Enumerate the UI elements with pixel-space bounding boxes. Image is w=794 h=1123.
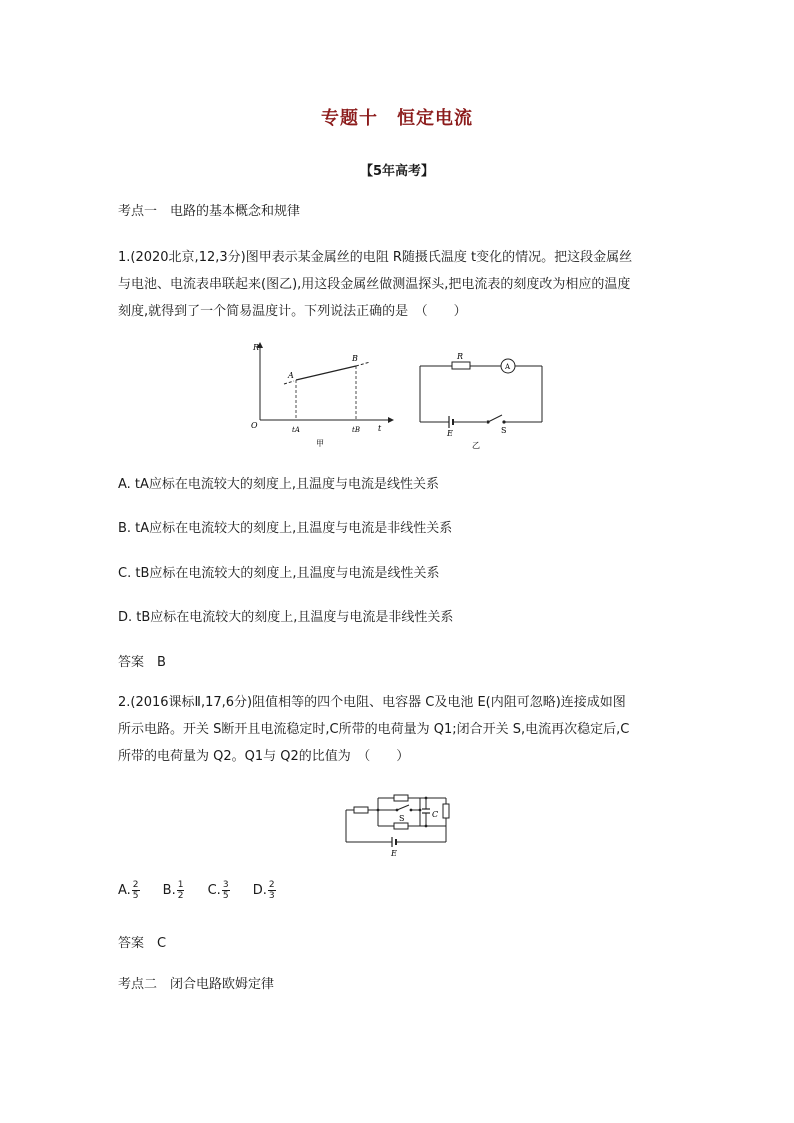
switch-s-icon: [397, 805, 409, 810]
resistor: [354, 807, 368, 813]
r-axis-label: R: [253, 343, 260, 352]
denominator: 5: [132, 891, 139, 901]
option-d[interactable]: [252, 880, 277, 901]
fraction: [268, 880, 276, 901]
point-a-label: A: [288, 371, 294, 380]
option-c[interactable]: [207, 880, 231, 901]
t-axis-arrow-icon: [388, 417, 394, 423]
question-2-text: [118, 689, 680, 770]
question-1-line: 1.(2020北京,12,3分)图甲表示某金属丝的电阻 R随摄氏温度 t变化的情况。把这段金属丝: [118, 250, 633, 265]
tb-label: tB: [352, 426, 360, 434]
question-2-line: 2.(2016课标Ⅱ,17,6分)阻值相等的四个电阻、电容器 C及电池 E(内阻可忽略)连接成如图: [118, 695, 626, 710]
numerator: 2: [268, 880, 275, 890]
resistor-r: [452, 362, 470, 369]
ta-label: tA: [292, 426, 300, 434]
question-1-line: 与电池、电流表串联起来(图乙),用这段金属丝做测温探头,把电流表的刻度改为相应的温度: [118, 277, 631, 292]
resistor: [394, 795, 408, 801]
option-letter: A.: [118, 883, 131, 898]
junction-dot: [419, 809, 422, 812]
option-b[interactable]: [162, 880, 186, 901]
section-subtitle: 【5年高考】: [359, 164, 435, 179]
resistor: [394, 823, 408, 829]
switch-s-icon: [488, 415, 502, 422]
switch-label: S: [399, 814, 405, 823]
option-letter: C.: [207, 883, 221, 898]
numerator: 1: [177, 880, 184, 890]
page-title: 专题十 恒定电流: [321, 108, 473, 129]
series-circuit: [414, 350, 548, 450]
fraction: [222, 880, 230, 901]
graph-caption: 甲: [316, 439, 324, 448]
option-c[interactable]: C. tB应标在电流较大的刻度上,且温度与电流是线性关系: [118, 566, 440, 581]
knowledge-point-1: 考点一 电路的基本概念和规律: [118, 204, 301, 219]
line-extension: [356, 362, 370, 366]
numerator: 3: [222, 880, 229, 890]
answer-1: 答案 B: [118, 655, 166, 670]
resistor-label: R: [457, 352, 464, 361]
option-letter: D.: [252, 883, 267, 898]
junction-dot: [377, 809, 380, 812]
circuit-caption: 乙: [472, 441, 480, 450]
line-extension: [284, 381, 294, 384]
point-b-label: B: [352, 354, 358, 363]
denominator: 3: [268, 891, 275, 901]
ammeter-label: A: [505, 363, 511, 371]
question-2-line: 所带的电荷量为 Q2。Q1与 Q2的比值为 （ ）: [118, 749, 410, 764]
r-t-graph: [248, 340, 398, 450]
capacitor-circuit: [342, 794, 458, 860]
capacitor-label: C: [432, 810, 439, 819]
fraction: [177, 880, 185, 901]
fraction: [132, 880, 140, 901]
junction-dot: [425, 797, 428, 800]
option-b[interactable]: B. tA应标在电流较大的刻度上,且温度与电流是非线性关系: [118, 521, 453, 536]
option-a[interactable]: [118, 880, 141, 901]
origin-label: O: [251, 421, 258, 430]
battery-label: E: [391, 849, 397, 858]
t-axis-label: t: [378, 424, 382, 433]
q2-options: [118, 880, 277, 901]
battery-label: E: [447, 429, 453, 438]
option-d[interactable]: D. tB应标在电流较大的刻度上,且温度与电流是非线性关系: [118, 610, 454, 625]
numerator: 2: [132, 880, 139, 890]
junction-dot: [425, 825, 428, 828]
resistance-line: [296, 366, 356, 380]
resistor: [443, 804, 449, 818]
option-a[interactable]: A. tA应标在电流较大的刻度上,且温度与电流是线性关系: [118, 477, 440, 492]
question-2-line: 所示电路。开关 S断开且电流稳定时,C所带的电荷量为 Q1;闭合开关 S,电流再次稳定后,C: [118, 722, 630, 737]
switch-label: S: [501, 426, 507, 435]
option-letter: B.: [162, 883, 176, 898]
answer-2: 答案 C: [118, 936, 167, 951]
denominator: 2: [177, 891, 184, 901]
denominator: 5: [222, 891, 229, 901]
question-1-line: 刻度,就得到了一个简易温度计。下列说法正确的是 （ ）: [118, 304, 467, 319]
question-1-text: [118, 244, 680, 325]
knowledge-point-2: 考点二 闭合电路欧姆定律: [118, 977, 275, 992]
